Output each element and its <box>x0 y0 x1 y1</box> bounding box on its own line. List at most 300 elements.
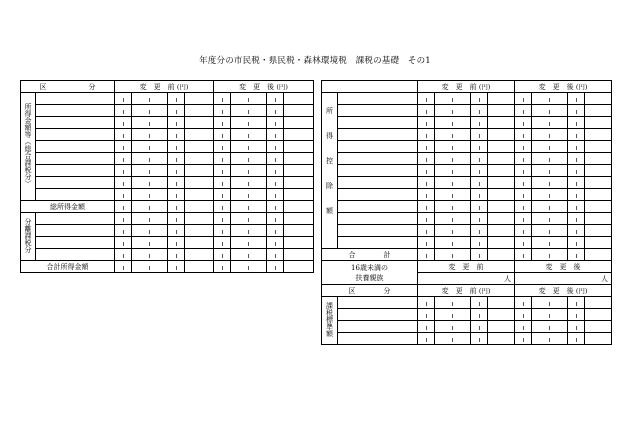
amount-cell[interactable] <box>418 201 435 213</box>
amount-cell[interactable] <box>418 141 435 153</box>
item-cell[interactable] <box>338 297 418 309</box>
amount-cell[interactable] <box>185 117 214 129</box>
amount-cell[interactable] <box>515 141 532 153</box>
amount-cell[interactable] <box>515 129 532 141</box>
item-cell[interactable] <box>36 93 115 105</box>
amount-cell[interactable] <box>532 165 568 177</box>
amount-cell[interactable] <box>435 105 471 117</box>
amount-cell[interactable] <box>267 141 284 153</box>
amount-cell[interactable] <box>435 333 471 345</box>
amount-cell[interactable] <box>568 321 585 333</box>
item-cell[interactable] <box>36 213 115 225</box>
amount-cell[interactable] <box>418 297 435 309</box>
amount-cell[interactable] <box>214 141 231 153</box>
item-cell[interactable] <box>338 129 418 141</box>
amount-cell[interactable] <box>471 297 488 309</box>
amount-cell[interactable] <box>231 249 267 261</box>
amount-cell[interactable] <box>132 261 168 273</box>
amount-cell[interactable] <box>435 249 471 261</box>
amount-cell[interactable] <box>568 213 585 225</box>
amount-cell[interactable] <box>568 333 585 345</box>
item-cell[interactable] <box>338 309 418 321</box>
item-cell[interactable] <box>338 165 418 177</box>
amount-cell[interactable] <box>515 153 532 165</box>
amount-cell[interactable] <box>214 153 231 165</box>
item-cell[interactable] <box>36 117 115 129</box>
amount-cell[interactable] <box>585 117 612 129</box>
amount-cell[interactable] <box>231 165 267 177</box>
amount-cell[interactable] <box>115 237 132 249</box>
amount-cell[interactable] <box>132 225 168 237</box>
amount-cell[interactable] <box>267 153 284 165</box>
amount-cell[interactable] <box>435 213 471 225</box>
item-cell[interactable] <box>338 93 418 105</box>
amount-cell[interactable] <box>515 201 532 213</box>
amount-cell[interactable] <box>115 249 132 261</box>
amount-cell[interactable] <box>515 165 532 177</box>
amount-cell[interactable] <box>585 93 612 105</box>
amount-cell[interactable] <box>515 237 532 249</box>
amount-cell[interactable] <box>418 105 435 117</box>
amount-cell[interactable] <box>267 213 284 225</box>
amount-cell[interactable] <box>568 129 585 141</box>
amount-cell[interactable] <box>532 117 568 129</box>
amount-cell[interactable] <box>115 129 132 141</box>
amount-cell[interactable] <box>568 177 585 189</box>
amount-cell[interactable] <box>115 225 132 237</box>
item-cell[interactable] <box>36 153 115 165</box>
amount-cell[interactable] <box>568 105 585 117</box>
amount-cell[interactable] <box>435 297 471 309</box>
amount-cell[interactable] <box>214 129 231 141</box>
amount-cell[interactable] <box>568 225 585 237</box>
amount-cell[interactable] <box>418 333 435 345</box>
amount-cell[interactable] <box>532 93 568 105</box>
amount-cell[interactable] <box>168 141 185 153</box>
amount-cell[interactable] <box>532 213 568 225</box>
amount-cell[interactable] <box>132 249 168 261</box>
amount-cell[interactable] <box>532 153 568 165</box>
amount-cell[interactable] <box>471 201 488 213</box>
amount-cell[interactable] <box>418 309 435 321</box>
amount-cell[interactable] <box>532 237 568 249</box>
amount-cell[interactable] <box>471 321 488 333</box>
amount-cell[interactable] <box>115 153 132 165</box>
amount-cell[interactable] <box>231 93 267 105</box>
amount-cell[interactable] <box>231 189 267 201</box>
amount-cell[interactable] <box>568 141 585 153</box>
amount-cell[interactable] <box>488 105 515 117</box>
amount-cell[interactable] <box>532 177 568 189</box>
amount-cell[interactable] <box>267 189 284 201</box>
amount-cell[interactable] <box>515 321 532 333</box>
amount-cell[interactable] <box>115 189 132 201</box>
amount-cell[interactable] <box>267 177 284 189</box>
amount-cell[interactable] <box>168 189 185 201</box>
amount-cell[interactable] <box>471 177 488 189</box>
amount-cell[interactable] <box>185 93 214 105</box>
amount-cell[interactable] <box>231 177 267 189</box>
amount-cell[interactable] <box>471 213 488 225</box>
amount-cell[interactable] <box>532 189 568 201</box>
amount-cell[interactable] <box>568 189 585 201</box>
item-cell[interactable] <box>36 237 115 249</box>
amount-cell[interactable] <box>115 105 132 117</box>
amount-cell[interactable] <box>185 249 214 261</box>
amount-cell[interactable] <box>532 321 568 333</box>
item-cell[interactable] <box>36 105 115 117</box>
amount-cell[interactable] <box>515 177 532 189</box>
amount-cell[interactable] <box>132 165 168 177</box>
amount-cell[interactable] <box>284 261 314 273</box>
amount-cell[interactable] <box>418 225 435 237</box>
amount-cell[interactable] <box>435 129 471 141</box>
amount-cell[interactable] <box>435 309 471 321</box>
amount-cell[interactable] <box>435 117 471 129</box>
amount-cell[interactable] <box>532 297 568 309</box>
amount-cell[interactable] <box>267 249 284 261</box>
amount-cell[interactable] <box>488 321 515 333</box>
amount-cell[interactable] <box>435 165 471 177</box>
amount-cell[interactable] <box>284 117 314 129</box>
amount-cell[interactable] <box>214 93 231 105</box>
amount-cell[interactable] <box>115 165 132 177</box>
amount-cell[interactable] <box>515 309 532 321</box>
amount-cell[interactable] <box>471 333 488 345</box>
item-cell[interactable] <box>36 225 115 237</box>
amount-cell[interactable] <box>585 249 612 261</box>
amount-cell[interactable] <box>568 249 585 261</box>
amount-cell[interactable] <box>488 177 515 189</box>
amount-cell[interactable] <box>568 165 585 177</box>
amount-cell[interactable] <box>471 165 488 177</box>
amount-cell[interactable] <box>284 201 314 213</box>
amount-cell[interactable] <box>168 225 185 237</box>
amount-cell[interactable] <box>532 225 568 237</box>
amount-cell[interactable] <box>185 237 214 249</box>
amount-cell[interactable] <box>488 189 515 201</box>
amount-cell[interactable] <box>585 201 612 213</box>
amount-cell[interactable] <box>435 237 471 249</box>
amount-cell[interactable] <box>471 225 488 237</box>
amount-cell[interactable] <box>267 201 284 213</box>
item-cell[interactable] <box>36 249 115 261</box>
amount-cell[interactable] <box>471 309 488 321</box>
amount-cell[interactable] <box>568 117 585 129</box>
amount-cell[interactable] <box>585 333 612 345</box>
income-group-label: 所得金額等（総合課税分） <box>21 93 36 201</box>
amount-cell[interactable] <box>284 177 314 189</box>
amount-cell[interactable] <box>214 225 231 237</box>
amount-cell[interactable] <box>231 129 267 141</box>
amount-cell[interactable] <box>168 129 185 141</box>
amount-cell[interactable] <box>488 309 515 321</box>
amount-cell[interactable] <box>168 165 185 177</box>
amount-cell[interactable] <box>168 237 185 249</box>
amount-cell[interactable] <box>585 153 612 165</box>
amount-cell[interactable] <box>435 177 471 189</box>
amount-cell[interactable] <box>214 189 231 201</box>
amount-cell[interactable] <box>267 93 284 105</box>
amount-cell[interactable] <box>185 177 214 189</box>
amount-cell[interactable] <box>115 93 132 105</box>
amount-cell[interactable] <box>168 153 185 165</box>
amount-cell[interactable] <box>115 201 132 213</box>
amount-cell[interactable] <box>585 165 612 177</box>
amount-cell[interactable] <box>214 201 231 213</box>
amount-cell[interactable] <box>435 225 471 237</box>
item-cell[interactable] <box>338 213 418 225</box>
amount-cell[interactable] <box>488 93 515 105</box>
amount-cell[interactable] <box>214 177 231 189</box>
amount-cell[interactable] <box>214 105 231 117</box>
amount-cell[interactable] <box>435 321 471 333</box>
amount-cell[interactable] <box>488 213 515 225</box>
amount-cell[interactable] <box>418 117 435 129</box>
amount-cell[interactable] <box>231 213 267 225</box>
amount-cell[interactable] <box>488 237 515 249</box>
amount-cell[interactable] <box>488 225 515 237</box>
amount-cell[interactable] <box>568 93 585 105</box>
item-cell[interactable] <box>338 237 418 249</box>
amount-cell[interactable] <box>488 165 515 177</box>
amount-cell[interactable] <box>532 141 568 153</box>
amount-cell[interactable] <box>532 333 568 345</box>
amount-cell[interactable] <box>585 177 612 189</box>
amount-cell[interactable] <box>231 105 267 117</box>
amount-cell[interactable] <box>132 237 168 249</box>
amount-cell[interactable] <box>471 129 488 141</box>
amount-cell[interactable] <box>132 129 168 141</box>
amount-cell[interactable] <box>532 105 568 117</box>
amount-cell[interactable] <box>231 153 267 165</box>
amount-cell[interactable] <box>132 93 168 105</box>
amount-cell[interactable] <box>168 177 185 189</box>
item-cell[interactable] <box>36 165 115 177</box>
amount-cell[interactable] <box>418 93 435 105</box>
amount-cell[interactable] <box>168 249 185 261</box>
amount-cell[interactable] <box>568 153 585 165</box>
item-cell[interactable] <box>338 153 418 165</box>
amount-cell[interactable] <box>214 237 231 249</box>
amount-cell[interactable] <box>185 189 214 201</box>
amount-cell[interactable] <box>568 237 585 249</box>
amount-cell[interactable] <box>488 129 515 141</box>
amount-cell[interactable] <box>585 297 612 309</box>
amount-cell[interactable] <box>532 129 568 141</box>
amount-cell[interactable] <box>532 249 568 261</box>
amount-cell[interactable] <box>284 141 314 153</box>
amount-cell[interactable] <box>515 297 532 309</box>
amount-cell[interactable] <box>515 225 532 237</box>
amount-cell[interactable] <box>284 105 314 117</box>
amount-cell[interactable] <box>185 141 214 153</box>
amount-cell[interactable] <box>231 117 267 129</box>
amount-cell[interactable] <box>488 201 515 213</box>
amount-cell[interactable] <box>585 321 612 333</box>
amount-cell[interactable] <box>185 225 214 237</box>
amount-cell[interactable] <box>284 225 314 237</box>
amount-cell[interactable] <box>185 105 214 117</box>
amount-cell[interactable] <box>471 249 488 261</box>
amount-cell[interactable] <box>488 297 515 309</box>
amount-cell[interactable] <box>435 201 471 213</box>
amount-cell[interactable] <box>568 297 585 309</box>
amount-cell[interactable] <box>418 165 435 177</box>
amount-cell[interactable] <box>132 177 168 189</box>
amount-cell[interactable] <box>515 333 532 345</box>
amount-cell[interactable] <box>214 213 231 225</box>
amount-cell[interactable] <box>515 105 532 117</box>
amount-cell[interactable] <box>284 237 314 249</box>
item-cell[interactable] <box>338 201 418 213</box>
amount-cell[interactable] <box>231 201 267 213</box>
amount-cell[interactable] <box>435 153 471 165</box>
amount-cell[interactable] <box>132 117 168 129</box>
amount-cell[interactable] <box>185 201 214 213</box>
amount-cell[interactable] <box>435 93 471 105</box>
item-cell[interactable] <box>338 333 418 345</box>
amount-cell[interactable] <box>185 129 214 141</box>
amount-cell[interactable] <box>515 213 532 225</box>
amount-cell[interactable] <box>471 153 488 165</box>
amount-cell[interactable] <box>231 237 267 249</box>
item-cell[interactable] <box>338 117 418 129</box>
amount-cell[interactable] <box>284 129 314 141</box>
amount-cell[interactable] <box>515 249 532 261</box>
dependents-before-value[interactable] <box>418 273 515 285</box>
amount-cell[interactable] <box>132 189 168 201</box>
amount-cell[interactable] <box>418 129 435 141</box>
amount-cell[interactable] <box>568 201 585 213</box>
item-cell[interactable] <box>36 141 115 153</box>
amount-cell[interactable] <box>132 201 168 213</box>
amount-cell[interactable] <box>488 333 515 345</box>
amount-cell[interactable] <box>471 105 488 117</box>
item-cell[interactable] <box>338 141 418 153</box>
amount-cell[interactable] <box>284 165 314 177</box>
amount-cell[interactable] <box>185 213 214 225</box>
amount-cell[interactable] <box>132 105 168 117</box>
amount-cell[interactable] <box>532 309 568 321</box>
amount-cell[interactable] <box>168 93 185 105</box>
amount-cell[interactable] <box>585 225 612 237</box>
amount-cell[interactable] <box>488 153 515 165</box>
amount-cell[interactable] <box>488 141 515 153</box>
amount-cell[interactable] <box>132 153 168 165</box>
amount-cell[interactable] <box>168 105 185 117</box>
amount-cell[interactable] <box>471 141 488 153</box>
amount-cell[interactable] <box>168 261 185 273</box>
amount-cell[interactable] <box>168 201 185 213</box>
amount-cell[interactable] <box>267 129 284 141</box>
table-row <box>21 93 314 105</box>
amount-cell[interactable] <box>418 189 435 201</box>
item-cell[interactable] <box>36 189 115 201</box>
person-unit: 人 <box>601 274 608 283</box>
amount-cell[interactable] <box>471 189 488 201</box>
amount-cell[interactable] <box>418 237 435 249</box>
amount-cell[interactable] <box>132 213 168 225</box>
amount-cell[interactable] <box>435 141 471 153</box>
amount-cell[interactable] <box>471 237 488 249</box>
amount-cell[interactable] <box>585 309 612 321</box>
amount-cell[interactable] <box>568 309 585 321</box>
item-cell[interactable] <box>338 321 418 333</box>
amount-cell[interactable] <box>585 141 612 153</box>
amount-cell[interactable] <box>418 177 435 189</box>
amount-cell[interactable] <box>267 261 284 273</box>
amount-cell[interactable] <box>585 237 612 249</box>
amount-cell[interactable] <box>471 93 488 105</box>
amount-cell[interactable] <box>284 153 314 165</box>
amount-cell[interactable] <box>488 249 515 261</box>
amount-cell[interactable] <box>585 105 612 117</box>
amount-cell[interactable] <box>185 165 214 177</box>
amount-cell[interactable] <box>267 165 284 177</box>
amount-cell[interactable] <box>115 177 132 189</box>
amount-cell[interactable] <box>284 189 314 201</box>
amount-cell[interactable] <box>532 201 568 213</box>
amount-cell[interactable] <box>284 93 314 105</box>
dependents-after-value[interactable] <box>515 273 612 285</box>
amount-cell[interactable] <box>585 213 612 225</box>
item-cell[interactable] <box>338 189 418 201</box>
amount-cell[interactable] <box>214 261 231 273</box>
amount-cell[interactable] <box>185 153 214 165</box>
amount-cell[interactable] <box>231 261 267 273</box>
item-cell[interactable] <box>338 225 418 237</box>
amount-cell[interactable] <box>471 117 488 129</box>
amount-cell[interactable] <box>284 249 314 261</box>
amount-cell[interactable] <box>418 321 435 333</box>
amount-cell[interactable] <box>214 117 231 129</box>
amount-cell[interactable] <box>231 141 267 153</box>
amount-cell[interactable] <box>231 225 267 237</box>
amount-cell[interactable] <box>214 165 231 177</box>
amount-cell[interactable] <box>267 237 284 249</box>
amount-cell[interactable] <box>515 117 532 129</box>
amount-cell[interactable] <box>267 225 284 237</box>
item-cell[interactable] <box>36 129 115 141</box>
amount-cell[interactable] <box>585 189 612 201</box>
amount-cell[interactable] <box>115 261 132 273</box>
amount-cell[interactable] <box>168 213 185 225</box>
amount-cell[interactable] <box>214 249 231 261</box>
amount-cell[interactable] <box>515 189 532 201</box>
amount-cell[interactable] <box>267 105 284 117</box>
amount-cell[interactable] <box>267 117 284 129</box>
item-cell[interactable] <box>36 177 115 189</box>
amount-cell[interactable] <box>132 141 168 153</box>
table-row <box>322 129 612 141</box>
amount-cell[interactable] <box>168 117 185 129</box>
amount-cell[interactable] <box>418 249 435 261</box>
amount-cell[interactable] <box>115 213 132 225</box>
amount-cell[interactable] <box>515 93 532 105</box>
amount-cell[interactable] <box>418 213 435 225</box>
item-cell[interactable] <box>338 105 418 117</box>
amount-cell[interactable] <box>115 117 132 129</box>
amount-cell[interactable] <box>435 189 471 201</box>
amount-cell[interactable] <box>115 141 132 153</box>
amount-cell[interactable] <box>284 213 314 225</box>
amount-cell[interactable] <box>418 153 435 165</box>
item-cell[interactable] <box>338 177 418 189</box>
amount-cell[interactable] <box>585 129 612 141</box>
amount-cell[interactable] <box>488 117 515 129</box>
amount-cell[interactable] <box>185 261 214 273</box>
